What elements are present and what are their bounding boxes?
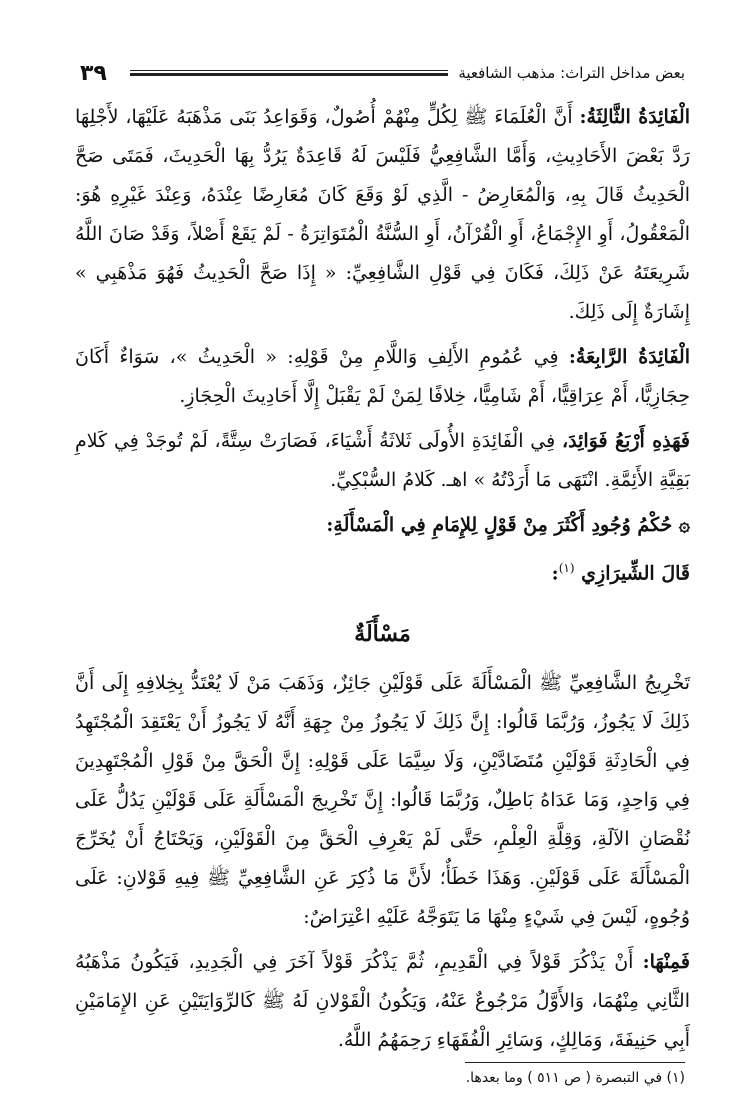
page-body <box>75 98 690 1064</box>
quote-intro <box>75 549 690 593</box>
paragraph-four-benefits <box>75 422 690 500</box>
paragraph-text: أَنَّ الْعُلَمَاءَ ﷺ لِكُلٍّ مِنْهُمْ أُصُولٌ، وَقَوَاعِدُ بَنَى مَذْهَبَهُ عَلَيْهَا، لأَجْلِهَا رَدَّ بَعْضَ الأَحَادِيثِ، وَأَمَّا الشَّافِعِيُّ فَلَيْسَ لَهُ قَاعِدَةٌ يَرُدُّ بِهَا الْحَدِيثَ، فَمَتَى صَحَّ الْحَدِيثُ قَالَ بِهِ، وَالْمُعَارِضُ - الَّذِي لَوْ وَقَعَ كَانَ مُعَارِضًا عِنْدَهُ، وَعِنْدَ غَيْرِهِ هُوَ: الْمَعْقُولُ، أَوِ الإِجْمَاعُ، أَوِ الْقُرْآنُ، أَوِ السُّنَّةُ الْمُتَوَاتِرَةُ - لَمْ يَقَعْ أَصْلاً، وَقَدْ صَانَ اللَّهُ شَرِيعَتَهُ عَنْ ذَلِكَ، فَكَانَ فِي قَوْلِ الشَّافِعِيِّ: « إِذَا صَحَّ الْحَدِيثُ فَهُوَ مَذْهَبِي » إِشَارَةٌ إِلَى ذَلِكَ. <box>75 106 690 323</box>
section-heading: ۞ حُكْمُ وُجُودِ أَكْثَرَ مِنْ قَوْلٍ لِلإِمَامِ فِي الْمَسْأَلَةِ: <box>326 514 690 536</box>
page-header <box>80 58 685 88</box>
paragraph-third-benefit <box>75 98 690 332</box>
quote-intro-colon: : <box>551 562 559 585</box>
paragraph-fourth-benefit <box>75 338 690 416</box>
paragraph-label: الْفَائِدَةُ الثَّالِثَةُ: <box>579 106 690 128</box>
footnote: (١) في التبصرة ( ص ٥١١ ) وما بعدها. <box>465 1070 685 1086</box>
paragraph-label: الْفَائِدَةُ الرَّابِعَةُ: <box>568 346 690 368</box>
footnote-ref[interactable]: (١) <box>558 561 575 575</box>
paragraph-text: أَنْ يَذْكُرَ قَوْلاً فِي الْقَدِيمِ، ثُمَّ يَذْكُرَ قَوْلاً آخَرَ فِي الْجَدِيدِ، فَيَكُونُ مَذْهَبُهُ الثَّانِي مِنْهُمَا، وَالأَوَّلُ مَرْجُوعٌ عَنْهُ، وَيَكُونُ الْقَوْلانِ لَهُ ﷺ كَالرِّوَايَتَيْنِ عَنِ الإِمَامَيْنِ أَبِي حَنِيفَةَ، وَمَالِكٍ، وَسَائِرِ الْفُقَهَاءِ رَحِمَهُمُ اللَّهُ. <box>75 951 690 1052</box>
paragraph-label: فَمِنْهَا: <box>642 951 690 974</box>
paragraph-text: فِي عُمُومِ الأَلِفِ وَاللَّامِ مِنْ قَوْلِهِ: « الْحَدِيثُ »، سَوَاءٌ أَكَانَ حِجَازِيًّا، أَمْ عِرَاقِيًّا، أَمْ شَامِيًّا، خِلافًا لِمَنْ لَمْ يَقْبَلْ إِلَّا أَحَادِيثَ الْحِجَازِ. <box>75 346 690 407</box>
paragraph-first-reason <box>75 943 690 1060</box>
paragraph-label: فَهَذِهِ أَرْبَعُ فَوَائِدَ، <box>562 430 690 452</box>
page-number: ٣٩ <box>80 60 107 86</box>
paragraph-text: فِي الْفَائِدَةِ الأُولَى ثَلاثَةُ أَشْيَاءَ، فَصَارَتْ سِتَّةً، لَمْ تُوجَدْ فِي كَلامِ بَقِيَّةِ الأَئِمَّةِ. انْتَهَى مَا أَرَدْتُهُ » اهـ. كَلامُ السُّبْكِيِّ. <box>75 430 690 491</box>
footnote-rule <box>465 1062 685 1063</box>
quote-intro-text: قَالَ الشِّيرَازِي <box>581 562 690 585</box>
centered-title: مَسْأَلَةٌ <box>354 621 411 648</box>
header-rule <box>130 70 448 76</box>
paragraph-takhrij: تَخْرِيجُ الشَّافِعِيِّ ﷺ الْمَسْأَلَةَ عَلَى قَوْلَيْنِ جَائِزٌ، وَذَهَبَ مَنْ لَا يُعْتَدُّ بِخِلافِهِ إِلَى أَنَّ ذَلِكَ لَا يَجُوزُ، وَرُبَّمَا قَالُوا: إِنَّ ذَلِكَ لَا يَجُوزُ مِنْ جِهَةِ أَنَّهُ لَا يَجُوزُ أَنْ يَعْتَقِدَ الْمُجْتَهِدُ فِي الْحَادِثَةِ قَوْلَيْنِ مُتَضَادَّيْنِ، وَلَا سِيَّمَا عَلَى قَوْلِهِ: إِنَّ الْحَقَّ مِنْ قَوْلِ الْمُجْتَهِدِينَ فِي وَاحِدٍ، وَمَا عَدَاهُ بَاطِلٌ، وَرُبَّمَا قَالُوا: إِنَّ تَخْرِيجَ الْمَسْأَلَةِ عَلَى قَوْلَيْنِ يَدُلُّ عَلَى نُقْصَانِ الآلَةِ، وَقِلَّةِ الْعِلْمِ، حَتَّى لَمْ يَعْرِفِ الْحَقَّ مِنَ الْقَوْلَيْنِ، وَيَحْتَاجُ أَنْ يُخَرِّجَ الْمَسْأَلَةَ عَلَى قَوْلَيْنِ. وَهَذَا خَطَأٌ؛ لأَنَّ مَا ذُكِرَ عَنِ الشَّافِعِيِّ ﷺ فِيهِ قَوْلانِ: عَلَى وُجُوهٍ، لَيْسَ فِي شَيْءٍ مِنْهَا مَا يَتَوَجَّهُ عَلَيْهِ اعْتِرَاضٌ: <box>75 672 690 929</box>
running-title: بعض مداخل التراث: مذهب الشافعية <box>458 64 685 82</box>
